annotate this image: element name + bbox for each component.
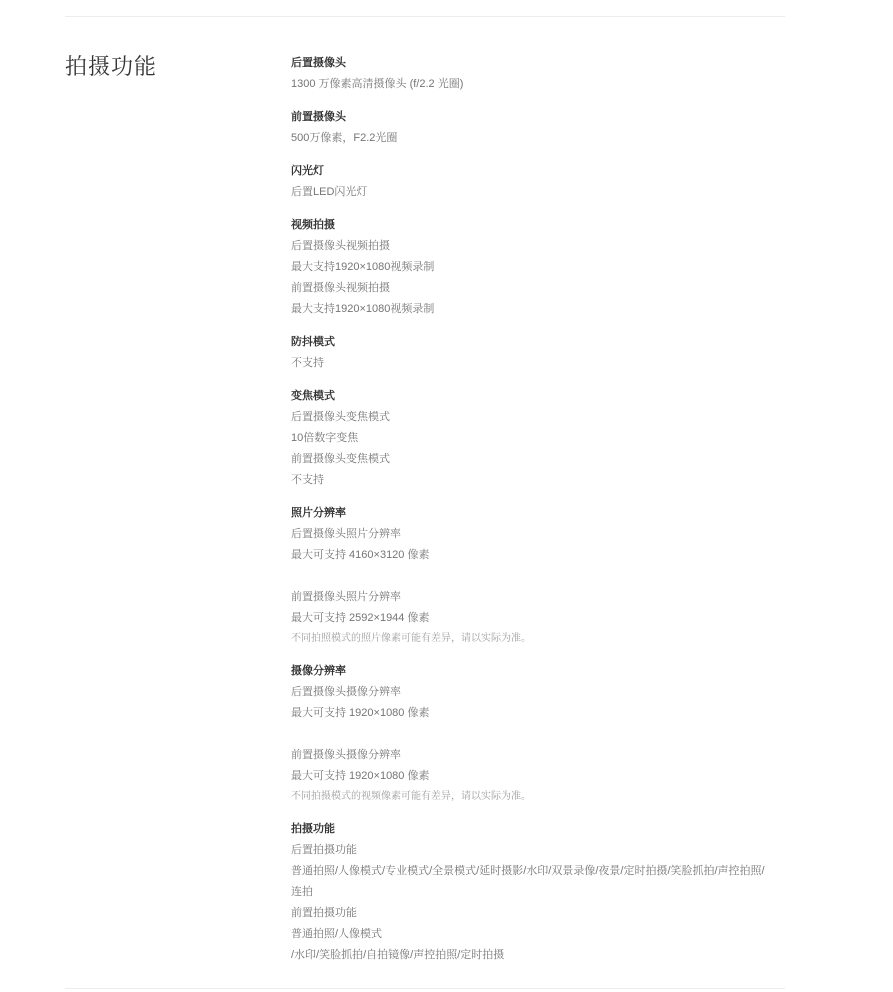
- spec-line: 不支持: [291, 357, 324, 369]
- spec-columns: [65, 52, 785, 966]
- spec-line: 后置摄像头变焦模式: [291, 411, 390, 423]
- page-title: 拍摄功能: [65, 54, 158, 79]
- spec-section: [291, 386, 781, 491]
- spec-line: 最大可支持 2592×1944 像素: [291, 612, 430, 624]
- spec-line: 前置摄像头视频拍摄: [291, 282, 390, 294]
- spec-line: 后置摄像头视频拍摄: [291, 240, 390, 252]
- spec-line: 不支持: [291, 474, 324, 486]
- spec-line: 1300 万像素高清摄像头 (f/2.2 光圈): [291, 78, 464, 90]
- spec-line: 最大可支持 1920×1080 像素: [291, 707, 430, 719]
- spec-section: [291, 53, 781, 95]
- section-title-column: [65, 52, 291, 82]
- spec-line: 最大可支持 4160×3120 像素: [291, 549, 430, 561]
- spec-section: [291, 332, 781, 374]
- spec-section: [291, 161, 781, 203]
- spec-line: 最大可支持 1920×1080 像素: [291, 770, 430, 782]
- spec-line: 10倍数字变焦: [291, 432, 359, 444]
- spec-heading: 防抖模式: [291, 336, 335, 348]
- spec-heading: 后置摄像头: [291, 57, 346, 69]
- spec-heading: 视频拍摄: [291, 219, 335, 231]
- spec-line: 连拍: [291, 886, 313, 898]
- spec-heading: 拍摄功能: [291, 823, 335, 835]
- spec-section: [291, 503, 781, 649]
- spec-sheet: [65, 16, 785, 989]
- spec-line-spacer: [291, 566, 781, 587]
- spec-heading: 照片分辨率: [291, 507, 346, 519]
- spec-heading: 摄像分辨率: [291, 665, 346, 677]
- spec-list: [291, 52, 781, 966]
- spec-line: 前置摄像头摄像分辨率: [291, 749, 401, 761]
- spec-line: 后置摄像头照片分辨率: [291, 528, 401, 540]
- spec-note: 不同拍照模式的照片像素可能有差异，请以实际为准。: [291, 633, 531, 644]
- spec-line: 最大支持1920×1080视频录制: [291, 303, 435, 315]
- spec-note: 不同拍摄模式的视频像素可能有差异，请以实际为准。: [291, 791, 531, 802]
- spec-heading: 前置摄像头: [291, 111, 346, 123]
- spec-line: 普通拍照/人像模式: [291, 928, 383, 940]
- spec-section: [291, 819, 781, 966]
- spec-heading: 变焦模式: [291, 390, 335, 402]
- spec-line: 后置LED闪光灯: [291, 186, 368, 198]
- spec-line: 500万像素，F2.2光圈: [291, 132, 398, 144]
- spec-line: 后置摄像头摄像分辨率: [291, 686, 401, 698]
- spec-line-spacer: [291, 724, 781, 745]
- spec-line: 前置摄像头照片分辨率: [291, 591, 401, 603]
- spec-line: 前置拍摄功能: [291, 907, 357, 919]
- spec-line: 最大支持1920×1080视频录制: [291, 261, 435, 273]
- spec-section: [291, 661, 781, 807]
- spec-line: /水印/笑脸抓拍/自拍镜像/声控拍照/定时拍摄: [291, 949, 505, 961]
- spec-heading: 闪光灯: [291, 165, 324, 177]
- spec-line: 普通拍照/人像模式/专业模式/全景模式/延时摄影/水印/双景录像/夜景/定时拍摄/笑脸抓拍/声控拍照/: [291, 865, 765, 877]
- spec-line: 后置拍摄功能: [291, 844, 357, 856]
- spec-line: 前置摄像头变焦模式: [291, 453, 390, 465]
- spec-section: [291, 107, 781, 149]
- spec-section: [291, 215, 781, 320]
